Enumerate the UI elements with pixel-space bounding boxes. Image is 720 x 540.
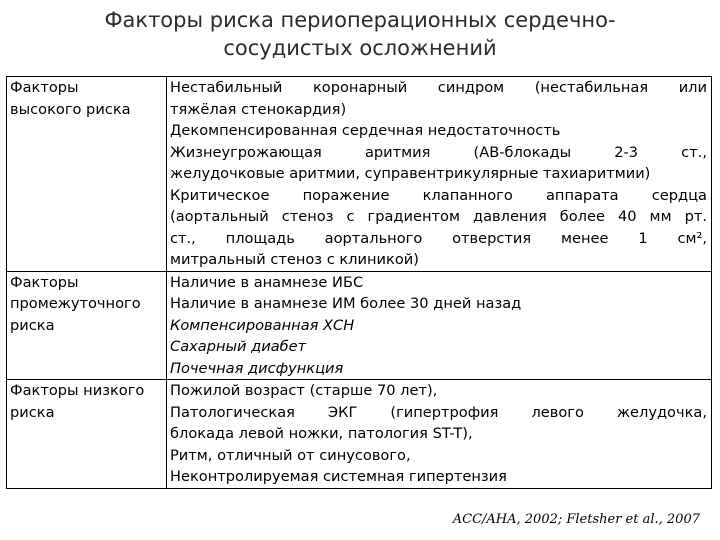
risk-factors-cell bbox=[167, 380, 712, 489]
risk-category-label: риска bbox=[10, 316, 55, 334]
risk-factor-line: Ритм, отличный от синусового, bbox=[170, 446, 411, 464]
risk-category-label: Факторы низкого bbox=[10, 382, 145, 399]
table-row bbox=[7, 271, 712, 380]
risk-factor-line: ст., площадь аортального отверстия менее 1 см², bbox=[170, 229, 707, 247]
table-row bbox=[7, 77, 712, 272]
risk-factor-line: Почечная дисфункция bbox=[170, 359, 344, 377]
risk-category-label: Факторы bbox=[10, 79, 79, 96]
risk-factor-line: Жизнеугрожающая аритмия (АВ-блокады 2-3 ст., bbox=[170, 143, 707, 161]
risk-category-cell bbox=[7, 380, 167, 489]
risk-category-cell bbox=[7, 271, 167, 380]
citation: ACC/AHA, 2002; Fletsher et al., 2007 bbox=[452, 512, 700, 527]
risk-category-label: высокого риска bbox=[10, 100, 131, 118]
risk-table-body bbox=[7, 77, 712, 489]
risk-factor-line: Наличие в анамнезе ИМ более 30 дней назад bbox=[170, 295, 522, 312]
risk-category-cell bbox=[7, 77, 167, 272]
title-line-1: Факторы риска периоперационных сердечно- bbox=[104, 8, 616, 32]
risk-factor-line: Патологическая ЭКГ (гипертрофия левого желудочка, bbox=[170, 403, 707, 421]
risk-factor-line: Пожилой возраст (старше 70 лет), bbox=[170, 382, 438, 399]
risk-factor-line: Сахарный диабет bbox=[170, 338, 307, 355]
risk-category-label: Факторы bbox=[10, 273, 79, 291]
risk-factor-line: Неконтролируемая системная гипертензия bbox=[170, 468, 507, 485]
risk-factor-line: блокада левой ножки, патология ST-T), bbox=[170, 425, 473, 442]
risk-category-label: промежуточного bbox=[10, 295, 141, 312]
risk-factor-line: Нестабильный коронарный синдром (нестабильная или bbox=[170, 79, 707, 96]
risk-factor-line: митральный стеноз с клиникой) bbox=[170, 251, 419, 268]
risk-category-label: риска bbox=[10, 403, 55, 421]
table-row bbox=[7, 380, 712, 489]
risk-factors-cell bbox=[167, 77, 712, 272]
risk-factors-cell bbox=[167, 271, 712, 380]
risk-factor-line: тяжёлая стенокардия) bbox=[170, 100, 347, 118]
risk-factor-line: Критическое поражение клапанного аппарата сердца bbox=[170, 186, 707, 204]
risk-factor-line: желудочковые аритмии, суправентрикулярные тахиаритмии) bbox=[170, 165, 651, 182]
risk-factor-line: Наличие в анамнезе ИБС bbox=[170, 273, 364, 291]
title-line-2: сосудистых осложнений bbox=[223, 36, 497, 60]
risk-factors-table bbox=[6, 76, 712, 489]
risk-factor-line: Декомпенсированная сердечная недостаточность bbox=[170, 122, 561, 139]
risk-factor-line: (аортальный стеноз с градиентом давления более 40 мм рт. bbox=[170, 208, 707, 225]
risk-factor-line: Компенсированная ХСН bbox=[170, 316, 355, 334]
page-title bbox=[0, 6, 720, 62]
